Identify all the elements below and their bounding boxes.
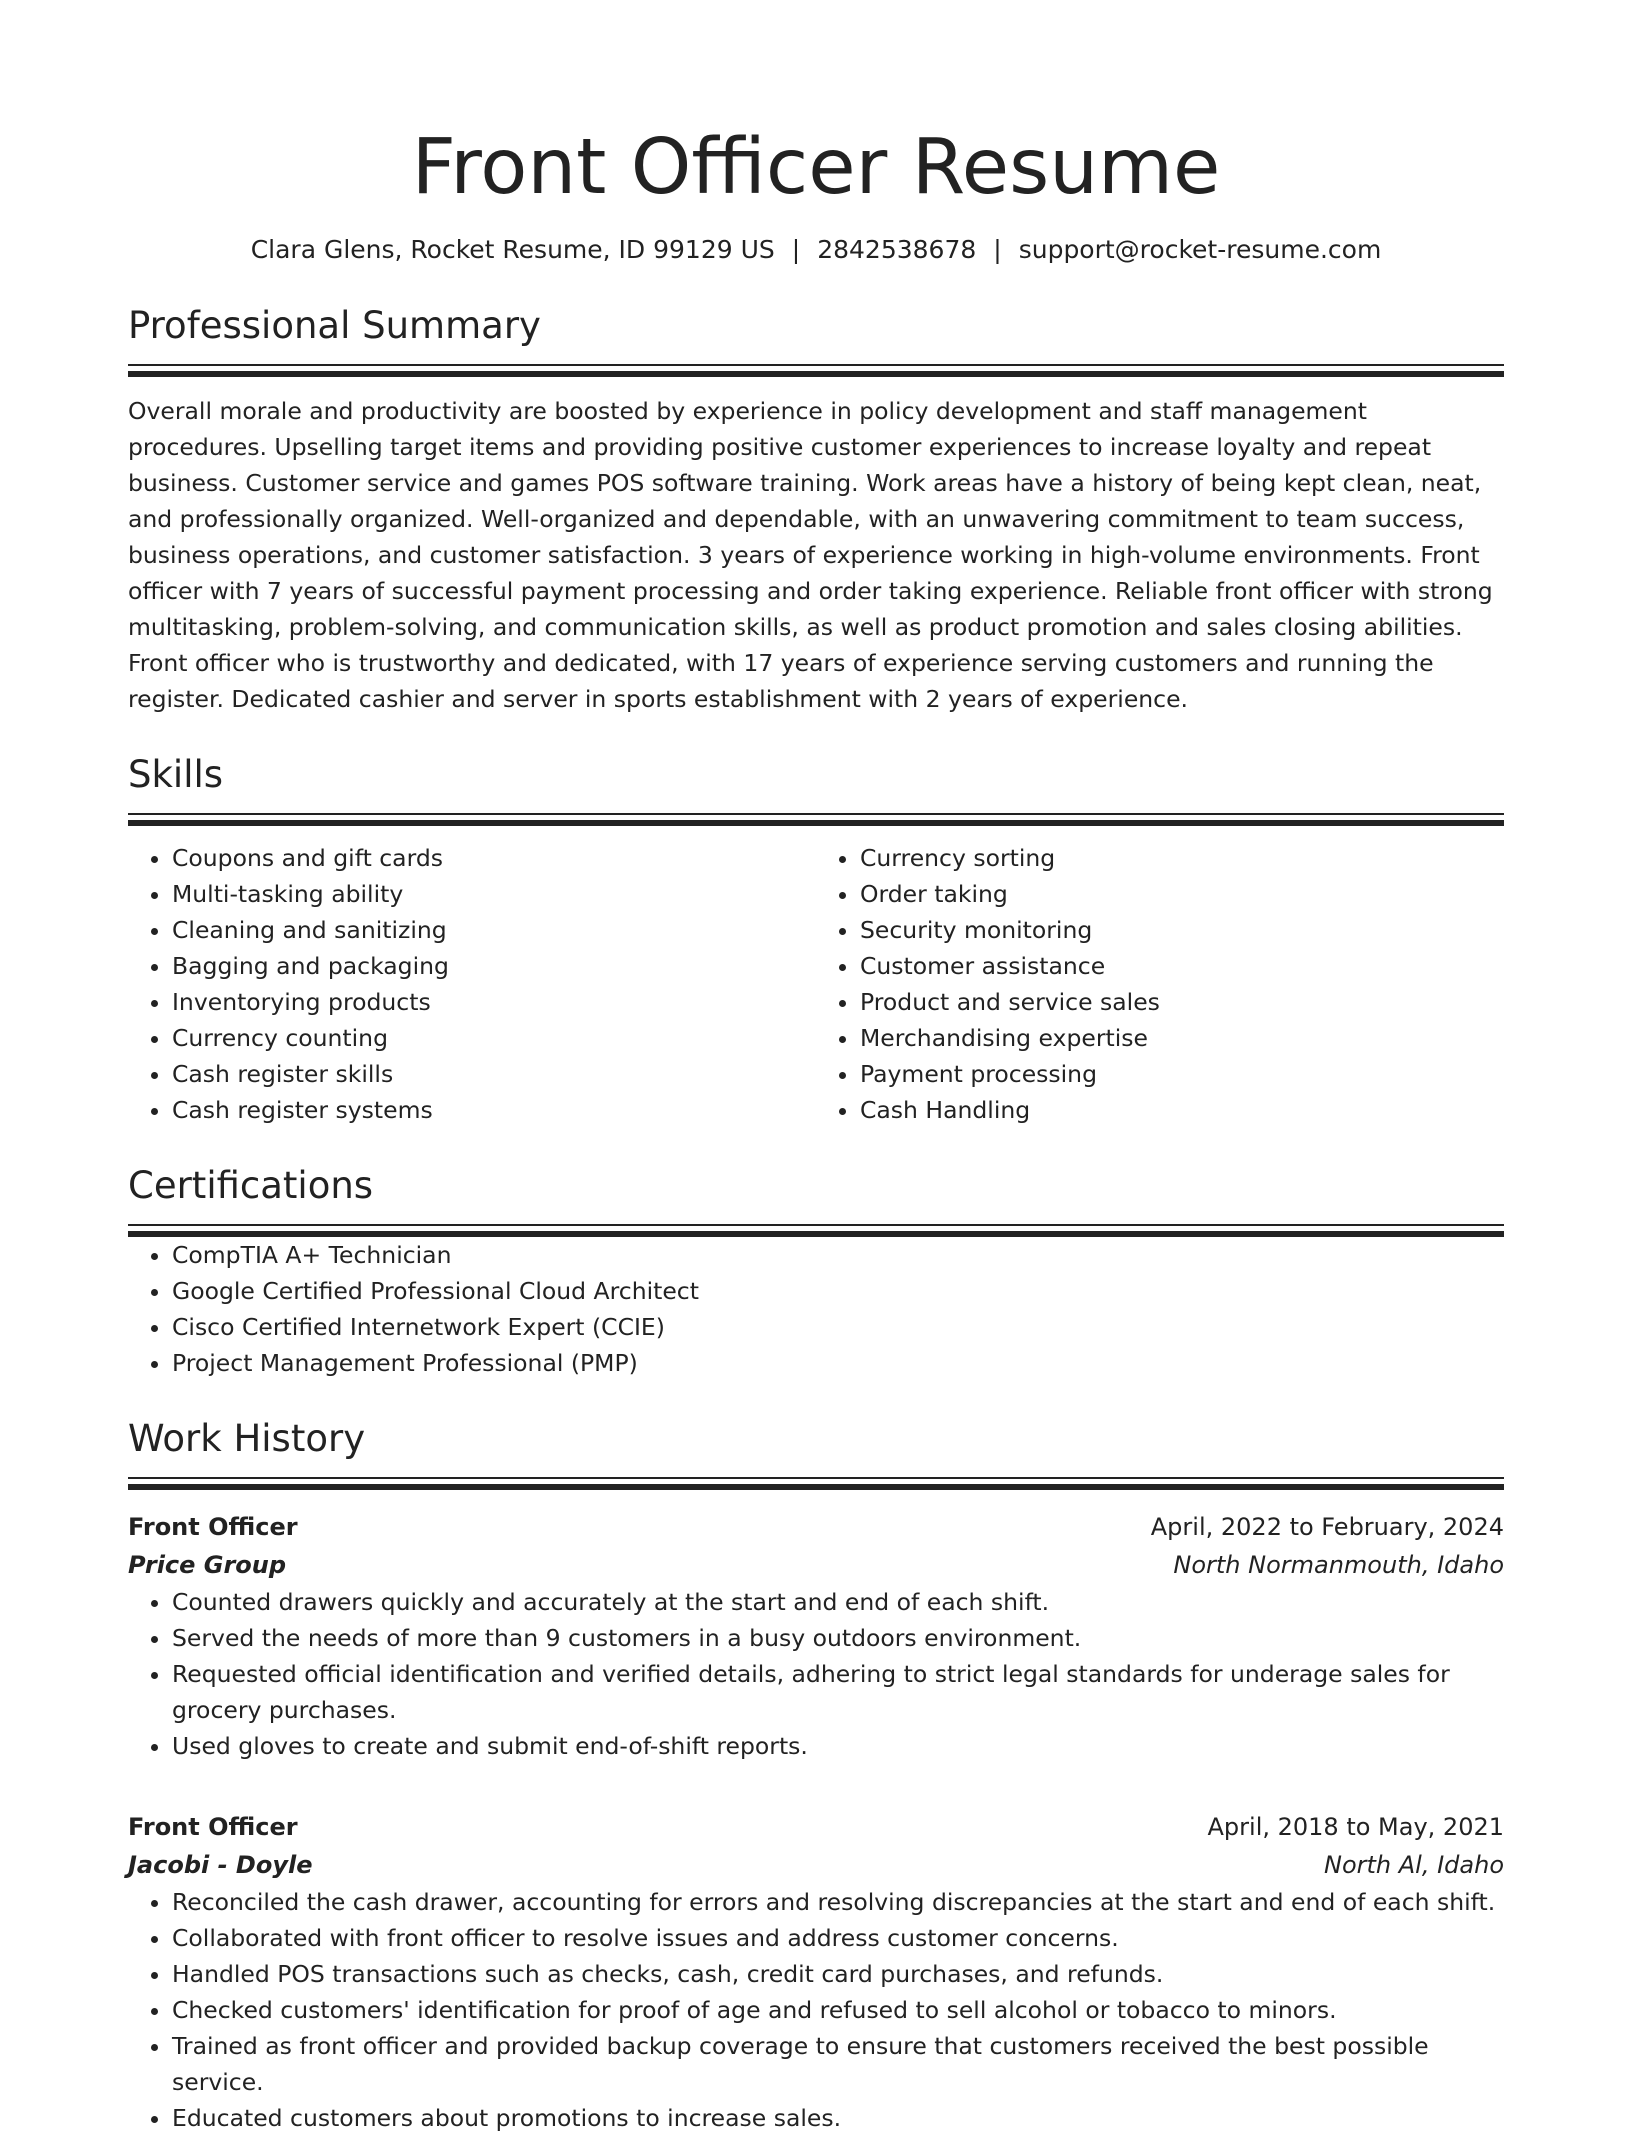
job-bullet: • Checked customers' identification for proof of age and refused to sell alcohol or tobacco to minors. xyxy=(172,1992,1504,2028)
contact-separator: | xyxy=(791,235,801,264)
job-location: North Al, Idaho xyxy=(1323,1851,1504,1879)
resume-title: Front Officer Resume xyxy=(411,123,1221,212)
skill-item: • Customer assistance xyxy=(860,948,1504,984)
job-header-row xyxy=(128,1508,1504,1546)
contact-separator: | xyxy=(993,235,1002,264)
contact-address: Clara Glens, Rocket Resume, ID 99129 US xyxy=(250,235,775,264)
contact-line xyxy=(128,232,1504,268)
job-dates: April, 2022 to February, 2024 xyxy=(1150,1513,1504,1541)
job-company: Jacobi - Doyle xyxy=(128,1851,313,1879)
summary-heading: Professional Summary xyxy=(128,304,541,347)
skills-list-left xyxy=(128,840,816,1128)
summary-section xyxy=(128,302,1504,377)
section-divider xyxy=(128,364,1504,377)
skill-item: • Bagging and packaging xyxy=(172,948,816,984)
job-bullet: • Reconciled the cash drawer, accounting for errors and resolving discrepancies at the start and end of each shift. xyxy=(172,1884,1504,1920)
work-history-heading: Work History xyxy=(128,1417,366,1460)
job-entry xyxy=(128,1808,1504,2136)
skill-item: • Cleaning and sanitizing xyxy=(172,912,816,948)
job-company: Price Group xyxy=(128,1551,287,1579)
job-bullets xyxy=(128,1884,1504,2136)
certifications-section xyxy=(128,1162,1504,1237)
skill-item: • Currency counting xyxy=(172,1020,816,1056)
summary-text: Overall morale and productivity are boosted by experience in policy development and staff management procedures. Upselling target items and providing positive customer experiences to increase loyalty and repeat business. Customer service and games POS software training. Work areas have a history of being kept clean, neat, and professionally organized. Well-organized and dependable, with an unwavering commitment to team success, business operations, and customer satisfaction. 3 years of experience working in high-volume environments. Front officer with 7 years of successful payment processing and order taking experience. Reliable front officer with strong multitasking, problem-solving, and communication skills, as well as product promotion and sales closing abilities. Front officer who is trustworthy and dedicated, with 17 years of experience serving customers and running the register. Dedicated cashier and server in sports establishment with 2 years of experience. xyxy=(128,397,1493,713)
job-bullet: • Served the needs of more than 9 customers in a busy outdoors environment. xyxy=(172,1620,1504,1656)
skill-item: • Security monitoring xyxy=(860,912,1504,948)
certification-item: • Project Management Professional (PMP) xyxy=(172,1345,1504,1381)
job-dates: April, 2018 to May, 2021 xyxy=(1207,1813,1504,1841)
certification-item: • CompTIA A+ Technician xyxy=(172,1237,1504,1273)
job-bullet: • Educated customers about promotions to increase sales. xyxy=(172,2100,1504,2136)
job-bullet: • Handled POS transactions such as checks, cash, credit card purchases, and refunds. xyxy=(172,1956,1504,1992)
skill-item: • Currency sorting xyxy=(860,840,1504,876)
skill-item: • Cash Handling xyxy=(860,1092,1504,1128)
skill-item: • Product and service sales xyxy=(860,984,1504,1020)
certifications-heading: Certifications xyxy=(128,1164,374,1207)
certifications-list xyxy=(128,1237,1504,1381)
skill-item: • Order taking xyxy=(860,876,1504,912)
skills-grid xyxy=(128,840,1504,1128)
job-subheader-row xyxy=(128,1546,1504,1584)
skill-item: • Merchandising expertise xyxy=(860,1020,1504,1056)
skill-item: • Cash register systems xyxy=(172,1092,816,1128)
job-bullet: • Collaborated with front officer to resolve issues and address customer concerns. xyxy=(172,1920,1504,1956)
skills-column-right xyxy=(816,840,1504,1128)
job-bullet: • Used gloves to create and submit end-of-shift reports. xyxy=(172,1728,1504,1764)
skills-heading: Skills xyxy=(128,753,224,796)
skills-section xyxy=(128,751,1504,826)
skills-list-right xyxy=(816,840,1504,1128)
job-header-row xyxy=(128,1808,1504,1846)
work-history-section xyxy=(128,1415,1504,1490)
job-subheader-row xyxy=(128,1846,1504,1884)
contact-email[interactable]: support@rocket-resume.com xyxy=(1018,235,1382,264)
certification-item: • Google Certified Professional Cloud Architect xyxy=(172,1273,1504,1309)
job-title: Front Officer xyxy=(128,1513,298,1541)
job-title: Front Officer xyxy=(128,1813,298,1841)
job-bullet: • Counted drawers quickly and accurately at the start and end of each shift. xyxy=(172,1584,1504,1620)
skill-item: • Inventorying products xyxy=(172,984,816,1020)
job-location: North Normanmouth, Idaho xyxy=(1173,1551,1504,1579)
section-divider xyxy=(128,1477,1504,1490)
job-bullet: • Trained as front officer and provided backup coverage to ensure that customers received the best possible service. xyxy=(172,2028,1504,2100)
job-bullets xyxy=(128,1584,1504,1764)
skills-column-left xyxy=(128,840,816,1128)
certification-item: • Cisco Certified Internetwork Expert (CCIE) xyxy=(172,1309,1504,1345)
section-divider xyxy=(128,813,1504,826)
job-entry xyxy=(128,1508,1504,1764)
section-divider xyxy=(128,1224,1504,1237)
skill-item: • Payment processing xyxy=(860,1056,1504,1092)
job-bullet: • Requested official identification and verified details, adhering to strict legal standards for underage sales for grocery purchases. xyxy=(172,1656,1504,1728)
skill-item: • Coupons and gift cards xyxy=(172,840,816,876)
skill-item: • Cash register skills xyxy=(172,1056,816,1092)
skill-item: • Multi-tasking ability xyxy=(172,876,816,912)
contact-phone[interactable]: 2842538678 xyxy=(817,235,977,264)
